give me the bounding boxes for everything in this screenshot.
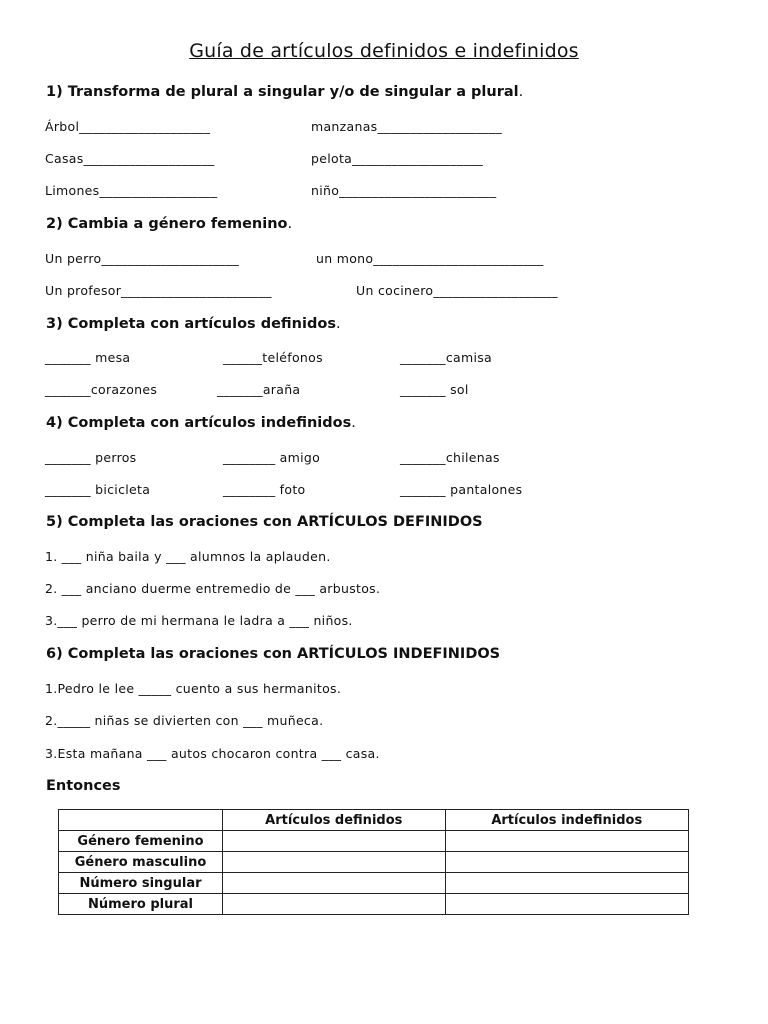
row-header: Género masculino (59, 852, 223, 873)
exercise-item: Casas____________________ (45, 151, 215, 166)
exercise-item: ________ foto (223, 482, 306, 497)
exercise-item: _______ bicicleta (45, 482, 151, 497)
answer-cell[interactable] (223, 894, 446, 915)
table-row (59, 831, 689, 852)
table-row (59, 873, 689, 894)
exercise-item: ______teléfonos (223, 350, 323, 365)
section-1-heading: 1) Transforma de plural a singular y/o de singular a plural. (46, 84, 524, 100)
section-2-heading: 2) Cambia a género femenino. (46, 216, 293, 232)
answer-cell[interactable] (445, 831, 688, 852)
exercise-item: _______camisa (400, 350, 493, 365)
exercise-item: _______corazones (45, 382, 158, 397)
exercise-item: Limones__________________ (45, 183, 218, 198)
column-header-indefinidos: Artículos indefinidos (445, 810, 688, 831)
section-5-heading: 5) Completa las oraciones con ARTÍCULOS DEFINIDOS (46, 514, 483, 530)
exercise-item: Un profesor_______________________ (45, 283, 272, 298)
exercise-item: un mono__________________________ (316, 251, 544, 266)
column-header-definidos: Artículos definidos (223, 810, 446, 831)
table-row (59, 894, 689, 915)
row-header: Número plural (59, 894, 223, 915)
table-row (59, 852, 689, 873)
exercise-item: ________ amigo (223, 450, 321, 465)
answer-cell[interactable] (223, 831, 446, 852)
answer-cell[interactable] (445, 873, 688, 894)
exercise-item: _______ pantalones (400, 482, 523, 497)
section-4-heading: 4) Completa con artículos indefinidos. (46, 415, 356, 431)
section-6-heading: 6) Completa las oraciones con ARTÍCULOS INDEFINIDOS (46, 646, 501, 662)
section-3-heading: 3) Completa con artículos definidos. (46, 316, 341, 332)
table-header-row (59, 810, 689, 831)
exercise-item: _______chilenas (400, 450, 500, 465)
answer-cell[interactable] (223, 873, 446, 894)
sentence-item: 1. ___ niña baila y ___ alumnos la aplauden. (45, 549, 331, 564)
worksheet-title: Guía de artículos definidos e indefinidos (189, 40, 579, 62)
row-header: Género femenino (59, 831, 223, 852)
row-header: Número singular (59, 873, 223, 894)
summary-heading: Entonces (46, 778, 121, 794)
sentence-item: 3.Esta mañana ___ autos chocaron contra ___ casa. (45, 746, 380, 761)
exercise-item: _______ mesa (45, 350, 131, 365)
answer-cell[interactable] (445, 852, 688, 873)
exercise-item: Árbol____________________ (45, 119, 211, 134)
answer-cell[interactable] (445, 894, 688, 915)
exercise-item: _______ sol (400, 382, 469, 397)
exercise-item: Un cocinero___________________ (356, 283, 558, 298)
sentence-item: 2. ___ anciano duerme entremedio de ___ arbustos. (45, 581, 381, 596)
exercise-item: manzanas___________________ (311, 119, 502, 134)
sentence-item: 3.___ perro de mi hermana le ladra a ___ niños. (45, 613, 353, 628)
exercise-item: Un perro_____________________ (45, 251, 240, 266)
exercise-item: niño________________________ (311, 183, 497, 198)
exercise-item: _______araña (217, 382, 301, 397)
sentence-item: 1.Pedro le lee _____ cuento a sus hermanitos. (45, 681, 342, 696)
exercise-item: pelota____________________ (311, 151, 484, 166)
exercise-item: _______ perros (45, 450, 137, 465)
summary-table (58, 809, 689, 915)
table-corner-cell (59, 810, 223, 831)
sentence-item: 2._____ niñas se divierten con ___ muñeca. (45, 713, 324, 728)
answer-cell[interactable] (223, 852, 446, 873)
